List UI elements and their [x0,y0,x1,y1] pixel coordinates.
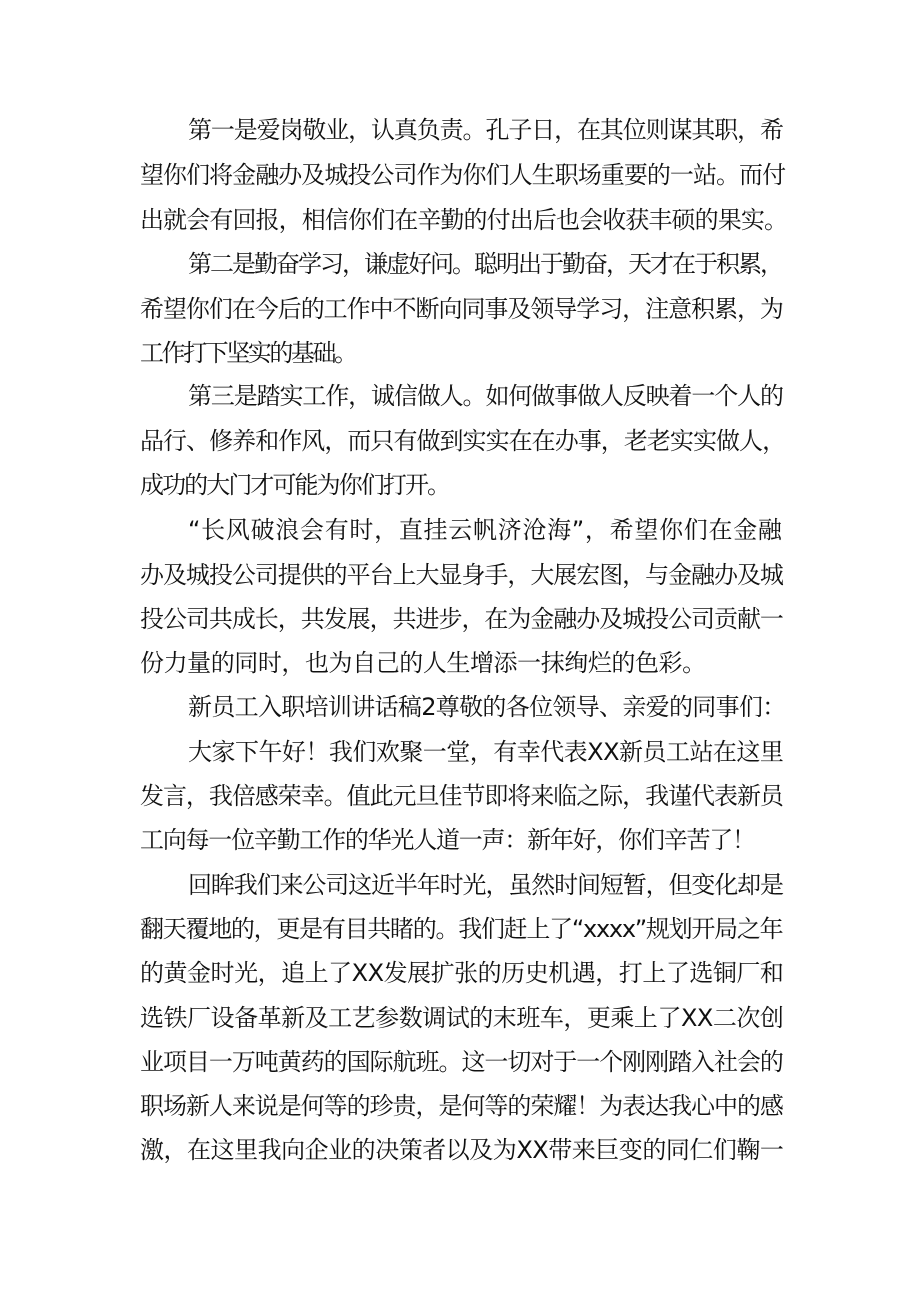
text-line: 投公司共成长，共发展，共进步，在为金融办及城投公司贡献一 [140,605,783,633]
text-line: 选铁厂设备革新及工艺参数调试的末班车，更乘上了XX二次创 [140,1004,784,1032]
text-line: 份力量的同时，也为自己的人生增添一抹绚烂的色彩。 [140,649,706,677]
text-line: 工作打下坚实的基础。 [140,339,356,367]
text-line: 工向每一位辛勤工作的华光人道一声：新年好，你们辛苦了！ [140,826,755,854]
text-line: “长风破浪会有时，直挂云帆济沧海”，希望你们在金融 [188,516,783,544]
text-line: 翻天覆地的，更是有目共睹的。我们赶上了“xxxx”规划开局之年 [140,915,783,943]
text-line: 激，在这里我向企业的决策者以及为XX带来巨变的同仁们鞠一 [140,1136,784,1164]
text-line: 办及城投公司提供的平台上大显身手，大展宏图，与金融办及城 [140,561,783,589]
text-line: 望你们将金融办及城投公司作为你们人生职场重要的一站。而付 [140,161,786,189]
text-line: 大家下午好！我们欢聚一堂，有幸代表XX新员工站在这里 [188,738,784,766]
text-line: 发言，我倍感荣幸。值此元旦佳节即将来临之际，我谨代表新员 [140,782,783,810]
text-line: 业项目一万吨黄药的国际航班。这一切对于一个刚刚踏入社会的 [140,1048,783,1076]
text-line: 回眸我们来公司这近半年时光，虽然时间短暂，但变化却是 [188,871,783,899]
text-line: 出就会有回报，相信你们在辛勤的付出后也会收获丰硕的果实。 [140,206,788,234]
text-line: 新员工入职培训讲话稿2尊敬的各位领导、亲爱的同事们： [188,693,786,721]
text-line: 第一是爱岗敬业，认真负责。孔子日，在其位则谋其职，希 [188,116,783,144]
text-line: 希望你们在今后的工作中不断向同事及领导学习，注意积累，为 [140,295,783,323]
text-line: 第二是勤奋学习，谦虚好问。聪明出于勤奋，天才在于积累， [188,250,782,278]
text-line: 职场新人来说是何等的珍贵，是何等的荣耀！为表达我心中的感 [140,1092,783,1120]
text-line: 品行、修养和作风，而只有做到实实在在办事，老老实实做人， [140,427,786,455]
text-line: 第三是踏实工作，诚信做人。如何做事做人反映着一个人的 [188,382,783,410]
text-line: 的黄金时光，追上了XX发展扩张的历史机遇，打上了选铜厂和 [140,959,784,987]
text-line: 成功的大门才可能为你们打开。 [140,471,450,499]
